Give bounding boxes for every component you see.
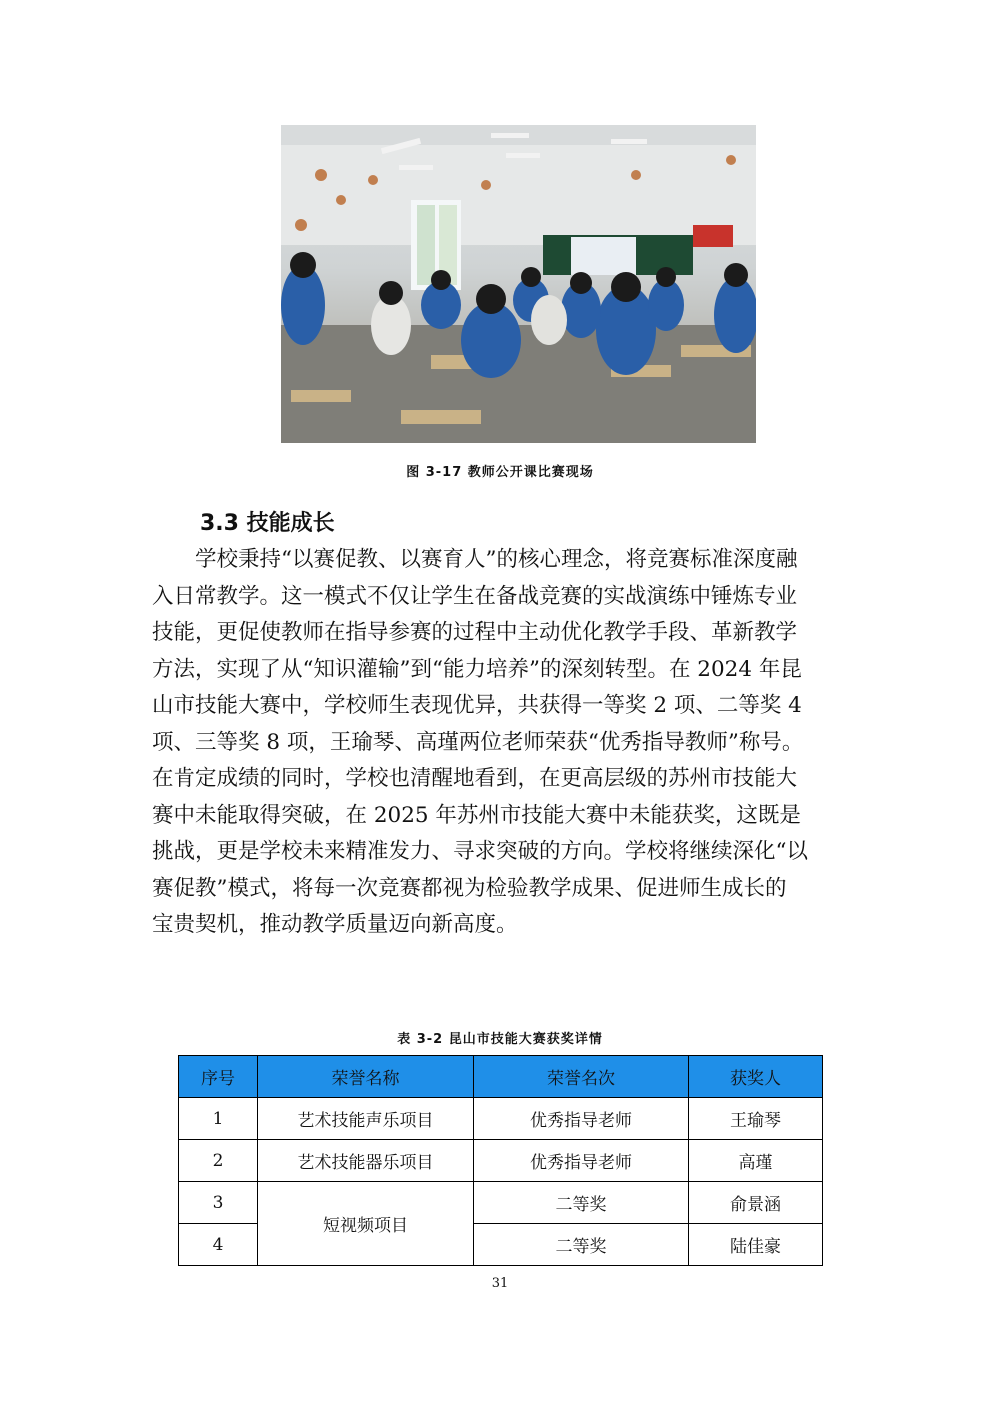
cell-no: 3 — [179, 1182, 258, 1224]
cell-no: 4 — [179, 1224, 258, 1266]
paragraph-line: 赛中未能取得突破，在 2025 年苏州市技能大赛中未能获奖，这既是 — [152, 802, 801, 828]
paragraph-line: 学校秉持“以赛促教、以赛育人”的核心理念，将竞赛标准深度融 — [195, 547, 798, 572]
table-row — [179, 1098, 823, 1140]
cell-winner: 王瑜琴 — [689, 1098, 823, 1140]
paragraph-line: 宝贵契机，推动教学质量迈向新高度。 — [152, 912, 518, 937]
header-winner: 获奖人 — [689, 1056, 823, 1098]
table-caption: 表 3-2 昆山市技能大赛获奖详情 — [397, 1032, 603, 1047]
cell-no: 2 — [179, 1140, 258, 1182]
cell-honor-rank: 优秀指导老师 — [474, 1098, 689, 1140]
cell-honor-rank: 二等奖 — [474, 1224, 689, 1266]
paragraph-line: 在肯定成绩的同时，学校也清醒地看到，在更高层级的苏州市技能大 — [152, 766, 798, 791]
table-header-row — [179, 1056, 823, 1098]
table-row — [179, 1182, 823, 1224]
cell-winner: 陆佳豪 — [689, 1224, 823, 1266]
header-honor-name: 荣誉名称 — [258, 1056, 474, 1098]
paragraph-line: 赛促教”模式，将每一次竞赛都视为检验教学成果、促进师生成长的 — [152, 875, 787, 901]
paragraph-line: 方法，实现了从“知识灌输”到“能力培养”的深刻转型。在 2024 年昆 — [152, 656, 802, 682]
header-no: 序号 — [179, 1056, 258, 1098]
figure-caption: 图 3-17 教师公开课比赛现场 — [406, 465, 594, 480]
cell-honor-name: 艺术技能器乐项目 — [258, 1140, 474, 1182]
paragraph-line: 山市技能大赛中，学校师生表现优异，共获得一等奖 2 项、二等奖 4 — [152, 693, 802, 718]
paragraph-line: 挑战，更是学校未来精准发力、寻求突破的方向。学校将继续深化“以 — [152, 839, 808, 864]
cell-honor-rank: 二等奖 — [474, 1182, 689, 1224]
cell-honor-rank: 优秀指导老师 — [474, 1140, 689, 1182]
paragraph-line: 入日常教学。这一模式不仅让学生在备战竞赛的实战演练中锤炼专业 — [152, 583, 798, 609]
header-honor-rank: 荣誉名次 — [474, 1056, 689, 1098]
classroom-photo — [281, 125, 756, 443]
body-paragraph — [152, 542, 852, 944]
paragraph-line: 项、三等奖 8 项，王瑜琴、高瑾两位老师荣获“优秀指导教师”称号。 — [152, 729, 804, 755]
table-row — [179, 1140, 823, 1182]
cell-honor-name: 短视频项目 — [258, 1182, 474, 1266]
paragraph-line: 技能，更促使教师在指导参赛的过程中主动优化教学手段、革新教学 — [152, 620, 798, 645]
page-number: 31 — [491, 1276, 509, 1291]
cell-no: 1 — [179, 1098, 258, 1140]
awards-table — [178, 1055, 823, 1266]
cell-winner: 高瑾 — [689, 1140, 823, 1182]
section-heading: 3.3 技能成长 — [200, 511, 335, 536]
cell-honor-name: 艺术技能声乐项目 — [258, 1098, 474, 1140]
cell-winner: 俞景涵 — [689, 1182, 823, 1224]
